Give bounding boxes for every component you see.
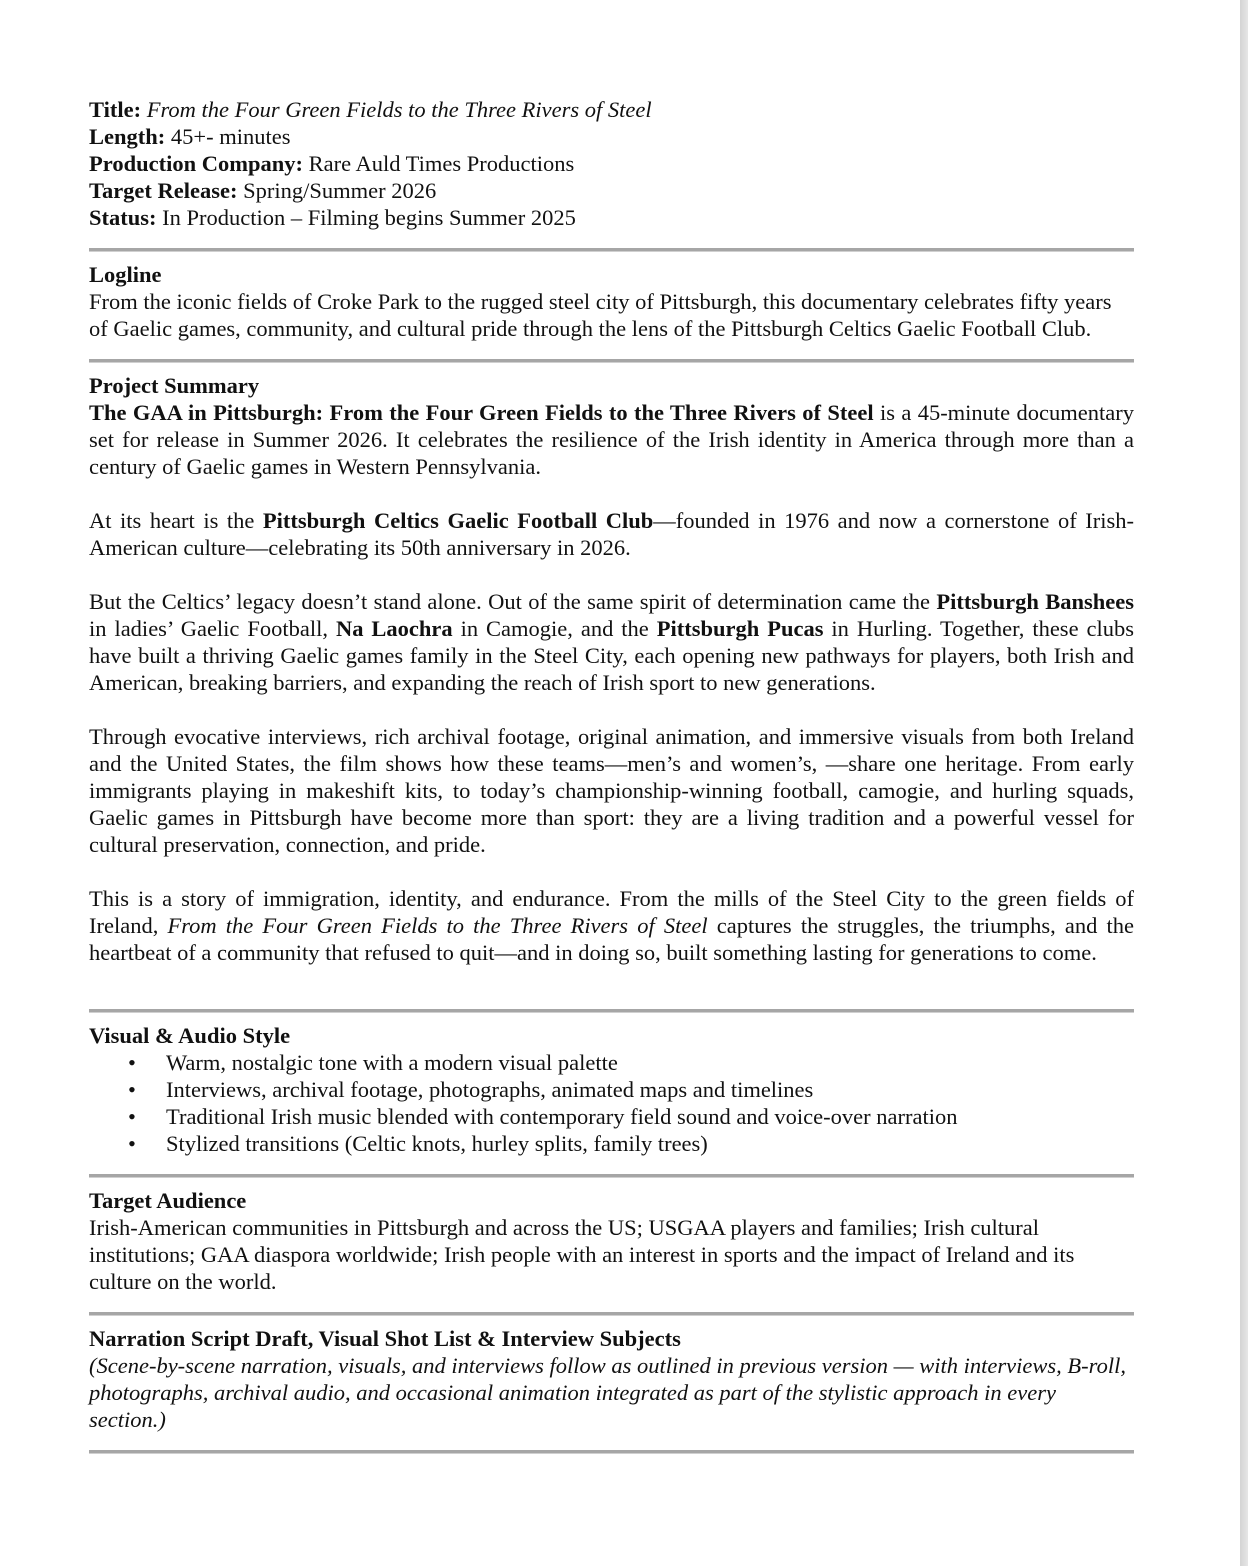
- club-name-na-laochra: Na Laochra: [335, 616, 453, 641]
- project-summary-heading: Project Summary: [89, 373, 260, 398]
- horizontal-rule: [89, 248, 1134, 252]
- summary-paragraph-4: Through evocative interviews, rich archival footage, original animation, and immersive visuals from both Ireland and the United States, the film shows how these teams—men’s and women’s, —share one heritage. From early immigrants playing in makeshift kits, to today’s championship-winning football, camogie, and hurling squads, Gaelic games in Pittsburgh have become more than sport: they are a living tradition and a powerful vessel for cultural preservation, connection, and pride.: [89, 724, 1134, 857]
- logline-section: [89, 261, 1134, 342]
- list-item: [89, 1130, 1134, 1157]
- narration-heading: Narration Script Draft, Visual Shot List & Interview Subjects: [89, 1326, 681, 1351]
- club-name-banshees: Pittsburgh Banshees: [936, 589, 1134, 614]
- meta-company: [89, 150, 1134, 177]
- summary-p3-text-c: in Camogie, and the: [452, 616, 657, 641]
- style-bullet-list: [89, 1049, 1134, 1157]
- project-summary-section: [89, 372, 1134, 966]
- document-page: [89, 96, 1134, 1454]
- summary-p2-text-a: At its heart is the: [89, 508, 263, 533]
- horizontal-rule: [89, 1450, 1134, 1454]
- summary-p3-text-d: in Hurling. Together, these clubs have built a thriving Gaelic games family in the Steel City, each opening new pathways for players, both Irish and American, breaking barriers, and expanding the reach of Irish sport to new generations.: [89, 616, 1134, 695]
- summary-paragraph-3: [89, 588, 1134, 696]
- narration-section: [89, 1325, 1134, 1433]
- target-audience-text: Irish-American communities in Pittsburgh and across the US; USGAA players and families; Irish cultural institutions; GAA diaspora worldwide; Irish people with an interest in sports and the impact of Ireland and its culture on the world.: [89, 1215, 1075, 1294]
- meta-company-value: Rare Auld Times Productions: [308, 151, 575, 176]
- logline-heading: Logline: [89, 262, 162, 287]
- meta-company-label: Production Company:: [89, 151, 303, 176]
- meta-status-value: In Production – Filming begins Summer 2025: [162, 205, 576, 230]
- horizontal-rule: [89, 359, 1134, 363]
- meta-length-label: Length:: [89, 124, 166, 149]
- summary-paragraph-5: [89, 885, 1134, 966]
- meta-title: [89, 96, 1134, 123]
- meta-title-value: From the Four Green Fields to the Three Rivers of Steel: [146, 97, 652, 122]
- list-item-text: Stylized transitions (Celtic knots, hurley splits, family trees): [166, 1131, 708, 1156]
- summary-p5-text-b: captures the struggles, the triumphs, and the heartbeat of a community that refused to quit—and in doing so, built something lasting for generations to come.: [89, 913, 1134, 965]
- page-edge-scrollbar[interactable]: [1240, 0, 1248, 1566]
- summary-paragraph-1: [89, 399, 1134, 480]
- meta-status-label: Status:: [89, 205, 157, 230]
- list-item-text: Warm, nostalgic tone with a modern visual palette: [166, 1050, 618, 1075]
- meta-status: [89, 204, 1134, 231]
- bullet-icon: •: [128, 1077, 136, 1102]
- target-audience-section: [89, 1187, 1134, 1295]
- club-name-pucas: Pittsburgh Pucas: [656, 616, 824, 641]
- meta-release-label: Target Release:: [89, 178, 238, 203]
- target-audience-heading: Target Audience: [89, 1188, 247, 1213]
- bullet-icon: •: [128, 1050, 136, 1075]
- horizontal-rule: [89, 1174, 1134, 1178]
- bullet-icon: •: [128, 1131, 136, 1156]
- meta-length-value: 45+- minutes: [170, 124, 291, 149]
- meta-release: [89, 177, 1134, 204]
- club-name-celtics: Pittsburgh Celtics Gaelic Football Club: [262, 508, 654, 533]
- narration-text: (Scene-by-scene narration, visuals, and interviews follow as outlined in previous version — with interviews, B-roll, photographs, archival audio, and occasional animation integrated as part of the stylistic approach in every section.): [89, 1353, 1126, 1432]
- meta-release-value: Spring/Summer 2026: [243, 178, 437, 203]
- film-full-title: The GAA in Pittsburgh: From the Four Green Fields to the Three Rivers of Steel: [89, 400, 874, 425]
- list-item-text: Traditional Irish music blended with contemporary field sound and voice-over narration: [166, 1104, 958, 1129]
- logline-text: From the iconic fields of Croke Park to the rugged steel city of Pittsburgh, this documentary celebrates fifty years of Gaelic games, community, and cultural pride through the lens of the Pittsburgh Celtics Gaelic Football Club.: [89, 289, 1112, 341]
- summary-p2-text-b: —founded in 1976 and now a cornerstone of Irish-American culture—celebrating its 50th anniversary in 2026.: [89, 508, 1134, 560]
- bullet-icon: •: [128, 1104, 136, 1129]
- list-item: [89, 1076, 1134, 1103]
- summary-p3-text-a: But the Celtics’ legacy doesn’t stand alone. Out of the same spirit of determination came the: [89, 589, 937, 614]
- summary-p1-text: is a 45-minute documentary set for release in Summer 2026. It celebrates the resilience of the Irish identity in America through more than a century of Gaelic games in Western Pennsylvania.: [89, 400, 1134, 479]
- horizontal-rule: [89, 1312, 1134, 1316]
- summary-p3-text-b: in ladies’ Gaelic Football,: [89, 616, 336, 641]
- summary-paragraph-2: [89, 507, 1134, 561]
- list-item: [89, 1049, 1134, 1076]
- film-title-italic: From the Four Green Fields to the Three Rivers of Steel: [167, 913, 708, 938]
- list-item-text: Interviews, archival footage, photographs, animated maps and timelines: [166, 1077, 814, 1102]
- visual-audio-style-section: [89, 1022, 1134, 1157]
- project-metadata: [89, 96, 1134, 231]
- horizontal-rule: [89, 1009, 1134, 1013]
- meta-title-label: Title:: [89, 97, 142, 122]
- visual-audio-style-heading: Visual & Audio Style: [89, 1023, 291, 1048]
- meta-length: [89, 123, 1134, 150]
- list-item: [89, 1103, 1134, 1130]
- summary-p5-text-a: This is a story of immigration, identity, and endurance. From the mills of the Steel City to the green fields of Ireland,: [89, 886, 1134, 938]
